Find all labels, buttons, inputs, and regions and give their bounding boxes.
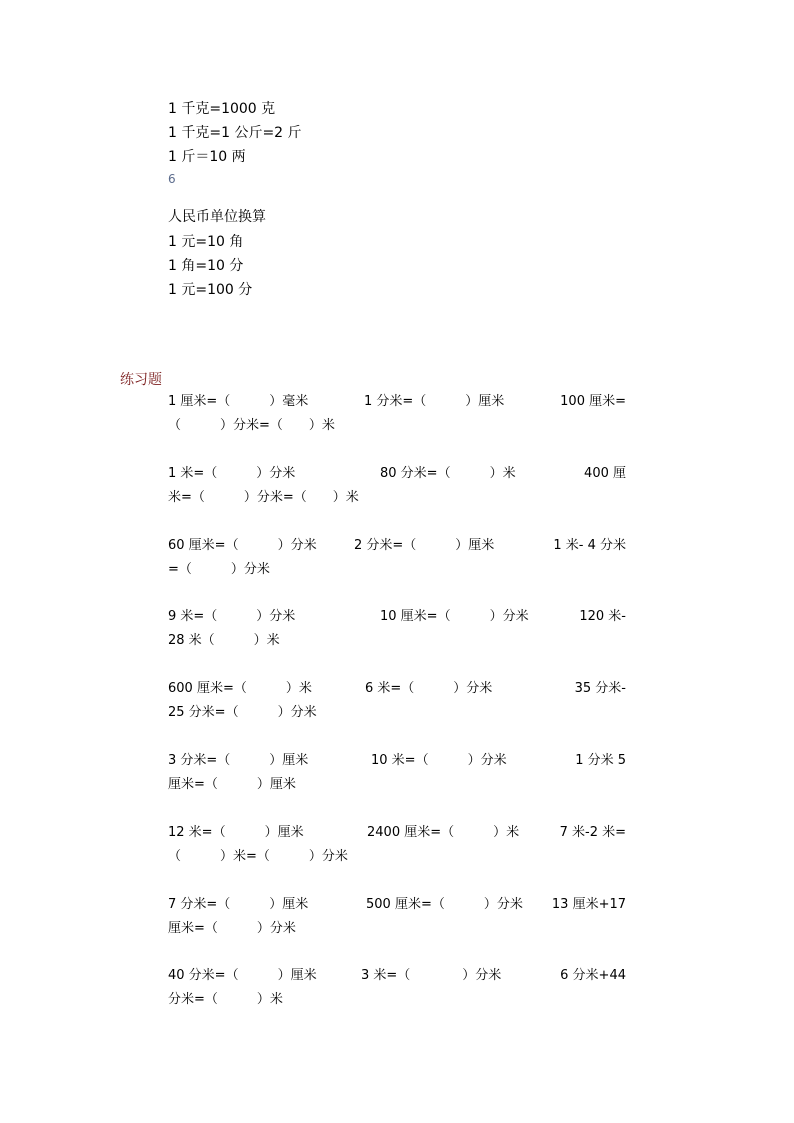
exercise-item-continuation: 28 米（ ）米 (168, 633, 280, 648)
exercise-row (168, 390, 626, 434)
exercise-item: 35 分米- (574, 681, 626, 696)
exercise-item: 7 分米=（ ）厘米 (168, 897, 309, 912)
exercise-item: 2 分米=（ ）厘米 (354, 538, 495, 553)
unit-line-3: 1 斤＝10 两 (168, 149, 246, 165)
exercise-item: 500 厘米=（ ）分米 (366, 897, 523, 912)
rmb-title: 人民币单位换算 (168, 209, 266, 225)
rmb-line-3: 1 元=100 分 (168, 282, 253, 298)
exercise-item: 120 米- (579, 609, 626, 624)
exercise-item: 60 厘米=（ ）分米 (168, 538, 317, 553)
exercise-item-continuation: 厘米=（ ）厘米 (168, 777, 296, 792)
exercise-row (168, 964, 626, 1008)
exercise-item: 10 米=（ ）分米 (371, 753, 507, 768)
exercise-item-continuation: 米=（ ）分米=（ ）米 (168, 490, 359, 505)
exercise-item: 13 厘米+17 (551, 897, 626, 912)
exercise-item: 2400 厘米=（ ）米 (367, 825, 520, 840)
rmb-line-1: 1 元=10 角 (168, 234, 244, 250)
exercise-item: 3 米=（ ）分米 (361, 968, 502, 983)
rmb-line-2: 1 角=10 分 (168, 258, 244, 274)
exercise-item: 9 米=（ ）分米 (168, 609, 296, 624)
exercise-item-continuation: （ ）分米=（ ）米 (168, 418, 335, 433)
page-number: 6 (168, 172, 176, 186)
exercise-row (168, 749, 626, 793)
exercise-item-continuation: 分米=（ ）米 (168, 992, 283, 1007)
exercise-item: 40 分米=（ ）厘米 (168, 968, 317, 983)
exercise-item: 100 厘米= (560, 394, 626, 409)
exercise-title: 练习题 (120, 372, 162, 388)
exercise-item: 1 米- 4 分米 (553, 538, 626, 553)
exercise-item-continuation: 25 分米=（ ）分米 (168, 705, 317, 720)
exercise-item: 1 分米=（ ）厘米 (364, 394, 505, 409)
exercise-item-continuation: （ ）米=（ ）分米 (168, 849, 348, 864)
exercise-row (168, 893, 626, 937)
exercise-item: 7 米-2 米= (559, 825, 626, 840)
exercise-item: 1 厘米=（ ）毫米 (168, 394, 309, 409)
exercise-item: 1 米=（ ）分米 (168, 466, 296, 481)
exercise-item: 400 厘 (584, 466, 626, 481)
exercise-item: 6 分米+44 (560, 968, 626, 983)
exercise-item: 10 厘米=（ ）分米 (380, 609, 529, 624)
exercise-item: 1 分米 5 (575, 753, 626, 768)
exercise-row (168, 462, 626, 506)
exercise-item-continuation: =（ ）分米 (168, 562, 270, 577)
exercise-item: 6 米=（ ）分米 (365, 681, 493, 696)
exercise-item-continuation: 厘米=（ ）分米 (168, 921, 296, 936)
exercise-row (168, 677, 626, 721)
exercise-row (168, 821, 626, 865)
exercise-item: 600 厘米=（ ）米 (168, 681, 312, 696)
unit-line-1: 1 千克=1000 克 (168, 101, 276, 117)
exercise-item: 80 分米=（ ）米 (380, 466, 516, 481)
exercise-row (168, 534, 626, 578)
exercise-item: 3 分米=（ ）厘米 (168, 753, 309, 768)
exercise-row (168, 605, 626, 649)
exercise-item: 12 米=（ ）厘米 (168, 825, 304, 840)
unit-line-2: 1 千克=1 公斤=2 斤 (168, 125, 302, 141)
